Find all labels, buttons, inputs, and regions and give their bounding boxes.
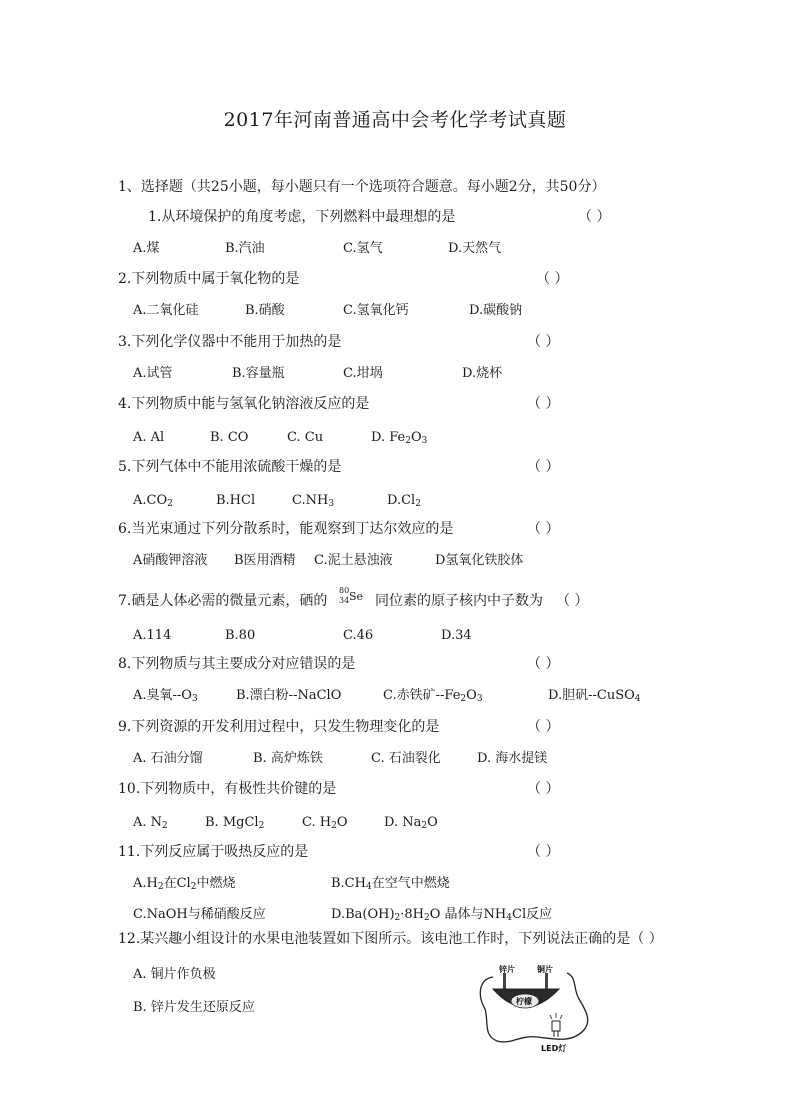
question-7-stem-continued: 同位素的原子核内中子数为: [375, 593, 543, 609]
question-10-option-a: A. $N_2$: [133, 815, 168, 831]
question-10-option-d: D. $Na_2O$: [384, 815, 438, 831]
section-header: 1、选择题（共25小题，每小题只有一个选项符合题意。每小题2分，共50分）: [118, 179, 606, 195]
question-2-bracket: （ ）: [536, 271, 569, 287]
question-12-option-b: B. 锌片发生还原反应: [133, 1000, 255, 1015]
isotope-atomic-number: 34: [339, 596, 350, 605]
question-9-option-c: C. 石油裂化: [371, 751, 441, 766]
question-2-stem: 2.下列物质中属于氧化物的是: [118, 271, 300, 287]
question-12-stem: 12.某兴趣小组设计的水果电池装置如下图所示。该电池工作时，下列说法正确的是（ ）: [118, 931, 663, 947]
question-10-bracket: （ ）: [527, 781, 560, 797]
question-3-bracket: （ ）: [527, 334, 560, 350]
question-9-stem: 9.下列资源的开发利用过程中，只发生物理变化的是: [118, 719, 440, 735]
question-6-option-b: B医用酒精: [234, 553, 296, 568]
question-4-bracket: （ ）: [527, 396, 560, 412]
question-5-option-c: $C.NH_3$: [292, 493, 335, 509]
isotope-symbol: Se: [349, 590, 364, 603]
question-3-option-d: D.烧杯: [462, 366, 503, 381]
question-8-stem: 8.下列物质与其主要成分对应错误的是: [118, 656, 356, 672]
question-5-option-a: $A.CO_2$: [133, 493, 173, 509]
question-3-stem: 3.下列化学仪器中不能用于加热的是: [118, 334, 342, 350]
question-9-bracket: （ ）: [527, 719, 560, 735]
fruit-battery-diagram: [475, 963, 595, 1063]
question-8-option-b: B.漂白粉--NaClO: [236, 688, 342, 703]
question-3-option-c: C.坩埚: [343, 366, 383, 381]
question-7-option-a: A.114: [133, 628, 172, 643]
question-7-stem: 7.硒是人体必需的微量元素，硒的: [118, 593, 328, 609]
question-2-option-a: A.二氧化硅: [133, 303, 199, 318]
lemon-label: 柠檬: [516, 997, 532, 1006]
question-11-option-b: $B.CH_4$在空气中燃烧: [331, 876, 450, 892]
question-11-option-c: C.NaOH与稀硝酸反应: [133, 907, 266, 922]
question-11-bracket: （ ）: [527, 844, 560, 860]
question-6-bracket: （ ）: [527, 521, 560, 537]
question-1-option-b: B.汽油: [225, 241, 265, 256]
question-1-bracket: （ ）: [578, 209, 611, 225]
question-9-option-b: B. 高炉炼铁: [253, 751, 323, 766]
question-3-option-a: A.试管: [133, 366, 173, 381]
question-11-option-d: $D.Ba(OH)_2\cdot 8H_2O$ 晶体与$NH_4Cl$反应: [331, 907, 553, 923]
question-4-option-d: D. $Fe_2O_3$: [371, 430, 428, 446]
question-9-option-a: A. 石油分馏: [133, 751, 203, 766]
question-8-option-a: A.臭氧$--O_3$: [133, 688, 198, 704]
question-11-option-a: $A.H_2$在$Cl_2$中燃烧: [133, 876, 236, 892]
question-1-option-c: C.氢气: [343, 241, 383, 256]
question-8-option-c: C.赤铁矿$--Fe_2O_3$: [383, 688, 483, 704]
isotope-mass-number: 80: [339, 586, 350, 595]
question-1-option-d: D.天然气: [448, 241, 502, 256]
question-2-option-b: B.硝酸: [245, 303, 285, 318]
question-5-bracket: （ ）: [527, 459, 560, 475]
question-4-option-c: C. Cu: [287, 430, 324, 445]
page-title: 2017年河南普通高中会考化学考试真题: [223, 109, 567, 131]
question-3-option-b: B.容量瓶: [232, 366, 285, 381]
question-10-stem: 10.下列物质中，有极性共价键的是: [118, 781, 337, 797]
question-2-option-d: D.碳酸钠: [469, 303, 523, 318]
question-7-option-d: D.34: [441, 628, 472, 643]
question-12-option-a: A. 铜片作负极: [133, 967, 216, 982]
question-6-stem: 6.当光束通过下列分散系时，能观察到丁达尔效应的是: [118, 521, 454, 537]
question-8-option-d: D.胆矾--CuSO$_4$: [548, 688, 641, 704]
question-10-option-c: C. $H_2O$: [302, 815, 348, 831]
question-7-option-c: C.46: [343, 628, 374, 643]
circuit-wire: [480, 973, 587, 1042]
question-1-stem: 1.从环境保护的角度考虑，下列燃料中最理想的是: [148, 209, 456, 225]
question-6-option-d: D氢氧化铁胶体: [435, 553, 524, 568]
question-4-option-b: B. CO: [210, 430, 249, 445]
question-1-option-a: A.煤: [133, 241, 160, 256]
question-4-stem: 4.下列物质中能与氢氧化钠溶液反应的是: [118, 396, 370, 412]
question-5-stem: 5.下列气体中不能用浓硫酸干燥的是: [118, 459, 342, 475]
question-8-bracket: （ ）: [527, 656, 560, 672]
question-4-option-a: A. Al: [133, 430, 165, 445]
question-11-stem: 11.下列反应属于吸热反应的是: [118, 844, 309, 860]
question-7-option-b: B.80: [225, 628, 256, 643]
question-5-option-b: B.HCl: [216, 493, 256, 508]
question-6-option-a: A硝酸钾溶液: [133, 553, 208, 568]
led-label: LED灯: [541, 1044, 567, 1053]
zinc-label: 锌片: [499, 965, 515, 974]
copper-label: 铜片: [537, 965, 553, 974]
question-7-bracket: （ ）: [556, 593, 589, 609]
question-10-option-b: B. MgCl$_2$: [205, 815, 265, 831]
question-5-option-d: $D.Cl_2$: [387, 493, 421, 509]
led-lamp: [550, 1013, 562, 1037]
question-6-option-c: C.泥土悬浊液: [314, 553, 393, 568]
question-9-option-d: D. 海水提镁: [477, 751, 548, 766]
question-2-option-c: C.氢氧化钙: [343, 303, 409, 318]
